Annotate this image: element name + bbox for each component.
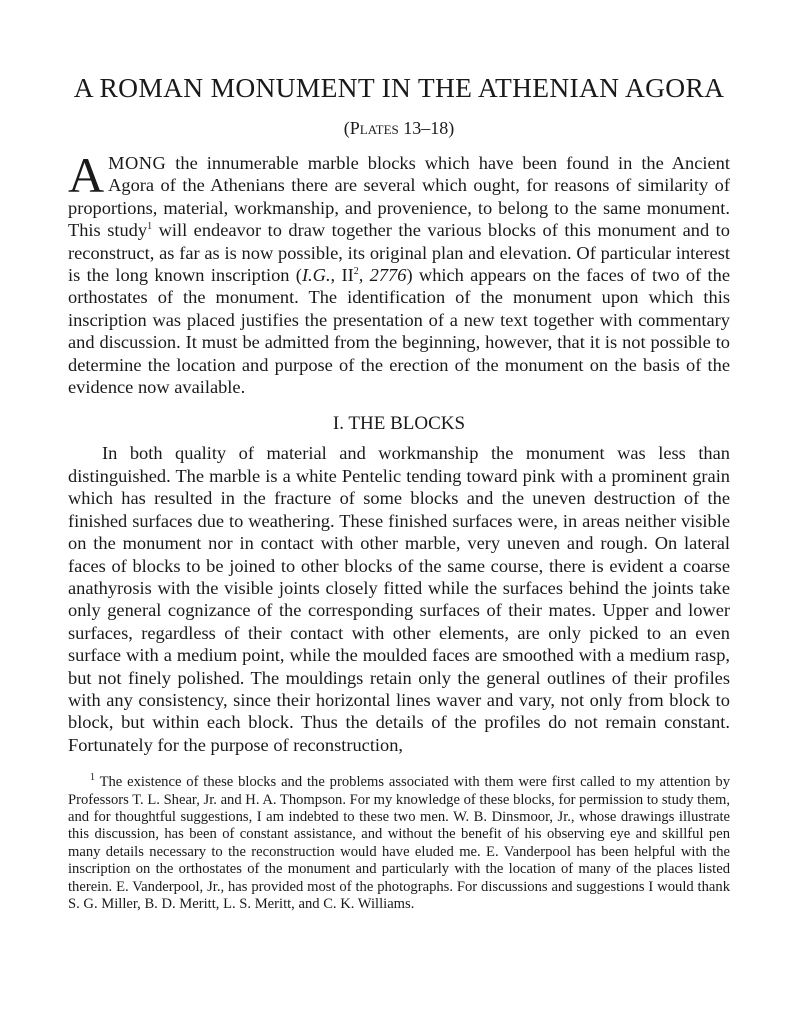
drop-cap: A bbox=[68, 147, 105, 203]
footnote-reference: 1 bbox=[147, 221, 153, 233]
intro-paragraph bbox=[68, 147, 730, 398]
citation-superscript: 2 bbox=[353, 265, 359, 277]
footnote bbox=[68, 774, 730, 913]
article-page bbox=[68, 70, 730, 913]
body-paragraph: In both quality of material and workmanship the monument was less than distinguished. The marble is a white Pentelic tending toward pink with a prominent grain which has resulted in the fracture of some blocks and the uneven destruction of the finished surfaces due to weathering. These finished surfaces were, in areas neither visible on the monument nor in contact with other marble, very uneven and rough. On lateral faces of blocks to be joined to other blocks of the same course, there is evident a coarse anathyrosis with the visible joints closely fitted while the surfaces behind the joints take only general cognizance of the corresponding surfaces of their mates. Upper and lower surfaces, regardless of their contact with other elements, are only picked to an even surface with a medium point, while the moulded faces are smoothed with a medium rasp, but not finely polished. The mouldings retain only the general outlines of their profiles with any consistency, since their horizontal lines waver and vary, not only from block to block, but within each block. Thus the details of the profiles do not remain constant. Fortunately for the purpose of reconstruction, bbox=[68, 443, 730, 755]
intro-lead-word: MONG bbox=[108, 153, 167, 173]
footnote-mark: 1 bbox=[90, 772, 95, 784]
section-heading: I. THE BLOCKS bbox=[332, 413, 466, 435]
article-title: A ROMAN MONUMENT IN THE ATHENIAN AGORA bbox=[73, 72, 725, 103]
intro-text-a: the innumerable marble blocks which have been found in the Ancient Agora of the Athenians there are several which ought, for reasons of similarity of proportions, material, workmanship, and provenience, to belong to the same monument. This study bbox=[68, 153, 730, 241]
citation-mid: , II bbox=[330, 265, 354, 286]
intro-text-c: ) which appears on the faces of two of the orthostates of the monument. The identification of the monument upon which this inscription was placed justifies the presentation of a new text together with commentary and discussion. It must be admitted from the beginning, however, that it is not possible to determine the location and purpose of the erection of the monument on the basis of the evidence now available. bbox=[68, 265, 730, 398]
citation-number: , 2776 bbox=[358, 265, 407, 286]
citation-italic: I.G. bbox=[301, 265, 331, 286]
plates-reference: (Plates 13–18) bbox=[343, 118, 455, 138]
footnote-text: The existence of these blocks and the problems associated with them were first called to my attention by Professors T. L. Shear, Jr. and H. A. Thompson. For my knowledge of these blocks, for permission to study them, and for thoughtful suggestions, I am indebted to these two men. W. B. Dinsmoor, Jr., whose drawings illustrate this discussion, has been of constant assistance, and without the benefit of his observing eye and skillful pen many details necessary to the reconstruction would have eluded me. E. Vanderpool has been helpful with the inscription on the orthostates of the monument and particularly with the location of many of the places listed therein. E. Vanderpool, Jr., has provided most of the photographs. For discussions and suggestions I would thank S. G. Miller, B. D. Meritt, L. S. Meritt, and C. K. Williams. bbox=[68, 774, 730, 912]
intro-text-b: will endeavor to draw together the various blocks of this monument and to reconstruct, as far as is now possible, its original plan and elevation. Of particular interest is the long known inscription ( bbox=[68, 220, 730, 286]
